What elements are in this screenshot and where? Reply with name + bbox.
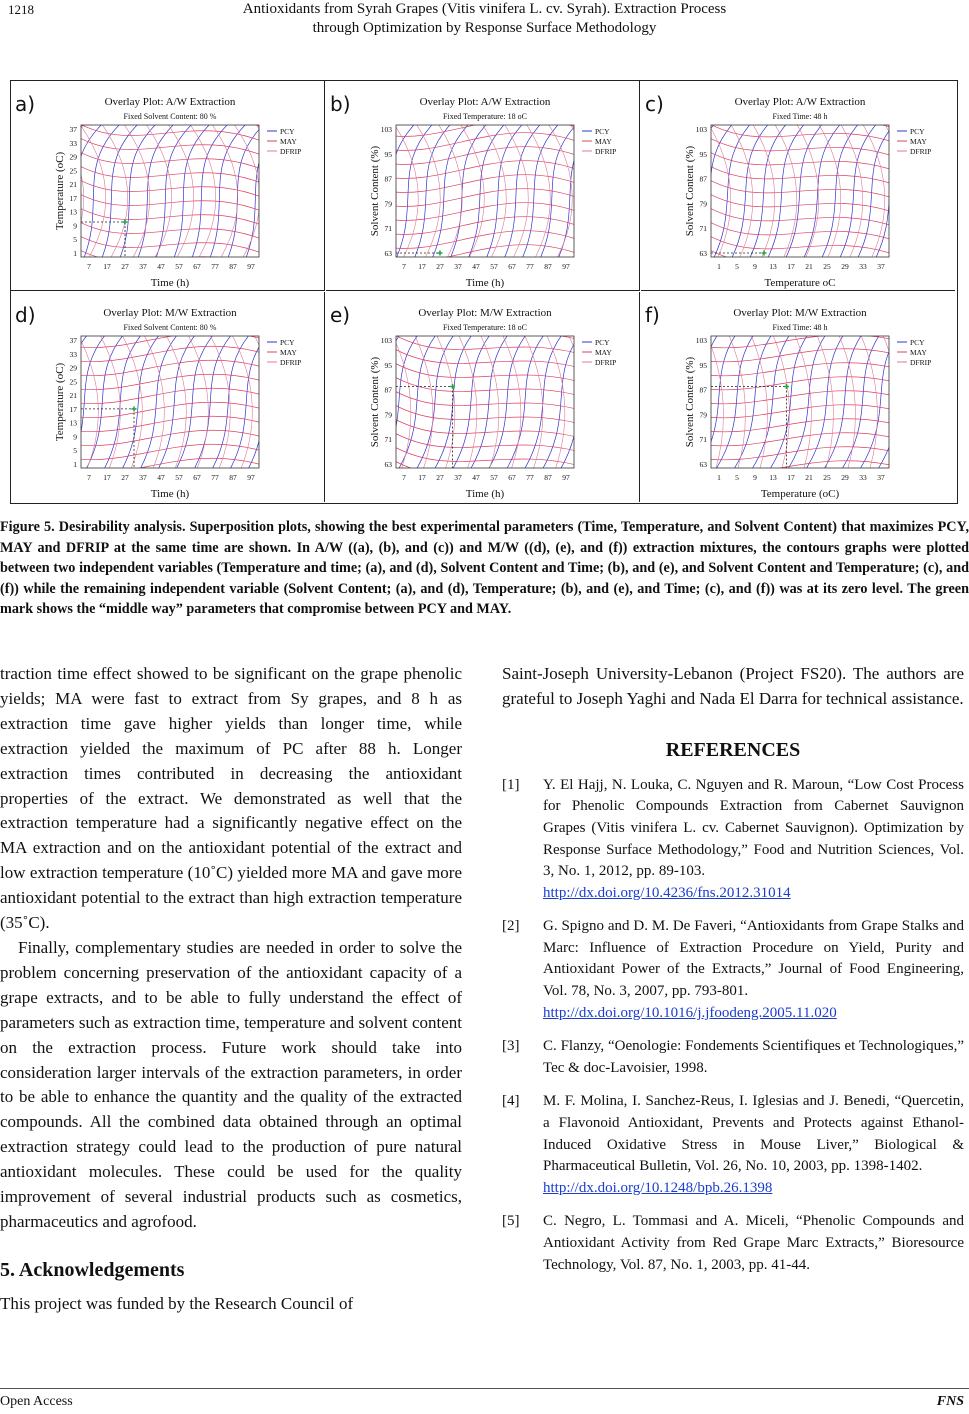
may-contour (71, 346, 269, 361)
pcy-contour (356, 115, 406, 267)
y-tick-label: 33 (69, 138, 77, 148)
may-contour (71, 458, 269, 473)
x-tick-label: 21 (805, 473, 813, 482)
pcy-contour (709, 115, 759, 267)
x-tick-label: 77 (211, 473, 219, 482)
x-tick-label: 37 (877, 473, 885, 482)
y-tick-label: 87 (384, 385, 392, 395)
may-contour (386, 231, 584, 249)
legend-label: DFRIP (910, 147, 932, 156)
footer-open-access: Open Access (0, 1394, 73, 1409)
plot-subtitle: Fixed Solvent Content: 80 % (123, 323, 217, 332)
may-contour (701, 391, 899, 404)
pcy-contour (411, 326, 461, 478)
may-contour (701, 335, 899, 348)
y-tick-label: 71 (384, 224, 392, 234)
x-tick-label: 87 (544, 262, 552, 271)
panel-label: e) (330, 303, 351, 327)
reference-number: [5] (502, 1213, 520, 1230)
legend-label: MAY (595, 137, 612, 146)
may-contour (701, 245, 899, 270)
y-tick-label: 1 (73, 249, 77, 258)
y-tick-label: 87 (384, 174, 392, 184)
x-tick-label: 67 (508, 473, 516, 482)
dfrip-contour (564, 115, 594, 267)
figure-panel (641, 81, 955, 291)
footer-journal: FNS (936, 1394, 964, 1409)
x-tick-label: 87 (544, 473, 552, 482)
reference-number: [1] (502, 776, 520, 793)
pcy-contour (799, 115, 849, 267)
x-axis-label: Time (h) (150, 488, 190, 500)
y-tick-label: 9 (73, 221, 77, 231)
dfrip-contour (879, 115, 907, 267)
dfrip-contour (249, 115, 282, 267)
y-tick-label: 79 (699, 410, 707, 420)
x-tick-label: 57 (175, 262, 183, 271)
contour-plot (11, 292, 325, 502)
legend-label: DFRIP (595, 147, 617, 156)
legend-label: MAY (280, 348, 297, 357)
x-tick-label: 17 (418, 262, 426, 271)
x-tick-label: 67 (508, 262, 516, 271)
x-tick-label: 29 (841, 262, 849, 271)
y-tick-label: 71 (384, 435, 392, 445)
legend-label: DFRIP (280, 358, 302, 367)
pcy-contour (188, 115, 238, 267)
y-tick-label: 37 (69, 336, 77, 345)
may-contour (71, 133, 269, 158)
y-tick-label: 103 (695, 125, 707, 134)
y-tick-label: 87 (699, 174, 707, 184)
x-tick-label: 57 (490, 473, 498, 482)
x-tick-label: 87 (229, 262, 237, 271)
x-tick-label: 47 (472, 262, 480, 271)
legend-label: PCY (595, 338, 610, 347)
x-tick-label: 77 (211, 262, 219, 271)
may-contour (701, 447, 899, 460)
reference-number: [3] (502, 1038, 520, 1055)
x-tick-label: 33 (859, 262, 867, 271)
optimum-mark (762, 251, 767, 256)
y-tick-label: 63 (699, 460, 707, 469)
y-tick-label: 63 (384, 249, 392, 258)
may-contour (71, 402, 269, 417)
figure-panel (326, 292, 640, 502)
may-contour (386, 175, 584, 193)
may-contour (386, 372, 584, 397)
y-tick-label: 25 (69, 166, 77, 176)
dfrip-contour (703, 326, 723, 478)
x-tick-label: 7 (87, 262, 91, 271)
y-tick-label: 21 (69, 180, 77, 190)
x-axis-label: Time (h) (465, 488, 505, 500)
x-tick-label: 13 (769, 262, 777, 271)
pcy-contour (225, 326, 275, 478)
may-contour (701, 419, 899, 432)
legend-label: PCY (910, 338, 925, 347)
may-contour (386, 217, 584, 235)
dfrip-contour (227, 115, 260, 267)
legend-label: PCY (280, 338, 295, 347)
y-axis-label: Temperature (oC) (54, 362, 66, 442)
x-tick-label: 5 (735, 473, 739, 482)
y-tick-label: 29 (69, 152, 77, 162)
legend-label: DFRIP (280, 147, 302, 156)
reference-item (502, 775, 964, 905)
y-tick-label: 95 (384, 149, 392, 159)
x-tick-label: 25 (823, 473, 831, 482)
pcy-contour (483, 326, 533, 478)
y-tick-label: 87 (699, 385, 707, 395)
plot-title: Overlay Plot: A/W Extraction (734, 96, 866, 108)
dfrip-contour (227, 326, 252, 478)
right-column (502, 662, 964, 1288)
dfrip-contour (183, 326, 208, 478)
legend-label: MAY (595, 348, 612, 357)
reference-text: M. F. Molina, I. Sanchez-Reus, I. Iglesias and J. Benedi, “Quercetin, a Flavonoid Antioxidant, Prevents and Protects against Ethanol-Induced Oxidative Stress in Mouse Liver,” Biological & Pharmaceutical Bulletin, Vol. 26, No. 10, 2003, pp. 1398-1402. (543, 1093, 964, 1175)
may-contour (71, 231, 269, 256)
may-contour (386, 442, 584, 467)
may-contour (701, 405, 899, 418)
y-tick-label: 13 (69, 418, 77, 428)
dfrip-contour (139, 326, 164, 478)
legend-label: PCY (910, 127, 925, 136)
y-tick-label: 9 (73, 432, 77, 442)
body-paragraph: Finally, complementary studies are needed in order to solve the problem concerning preservation of the antioxidant capacity of a grape extracts, and to be able to fully understand the effect of parameters such as extraction time, temperature and solvent content on the extraction process. Future work should take into consideration larger intervals of the extraction parameters, in order to be able to enhance the quantity and the quality of the extracted compounds. All the combined data obtained through an optimal extraction strategy could lead to the production of pure natural antioxidant molecules. These could be used for the quality improvement of several industrial products such as cosmetics, pharmaceutics and agrofood. (0, 937, 462, 1231)
running-header-line1: Antioxidants from Syrah Grapes (Vitis vinifera L. cv. Syrah). Extraction Process (242, 1, 727, 17)
x-tick-label: 7 (402, 262, 406, 271)
may-contour (386, 456, 584, 481)
may-contour (386, 245, 584, 263)
body-paragraph: Saint-Joseph University-Lebanon (Project FS20). The authors are grateful to Joseph Yaghi and Nada El Darra for technical assistance. (502, 664, 964, 708)
y-tick-label: 79 (699, 199, 707, 209)
x-tick-label: 57 (490, 262, 498, 271)
plot-subtitle: Fixed Temperature: 18 oC (443, 112, 527, 121)
x-tick-label: 97 (562, 473, 570, 482)
x-tick-label: 87 (229, 473, 237, 482)
figure-panel (11, 292, 325, 502)
body-paragraph: This project was funded by the Research Council of (0, 1293, 354, 1313)
legend-label: DFRIP (910, 358, 932, 367)
plot-subtitle: Fixed Solvent Content: 80 % (123, 112, 217, 121)
figure-panel (326, 81, 640, 291)
pcy-contour (224, 115, 274, 267)
x-tick-label: 47 (157, 262, 165, 271)
y-axis-label: Solvent Content (%) (369, 145, 381, 237)
pcy-contour (727, 115, 777, 267)
y-tick-label: 95 (699, 149, 707, 159)
x-axis-label: Time (h) (465, 277, 505, 289)
figure-panel (641, 292, 955, 502)
pcy-contour (392, 115, 442, 267)
x-tick-label: 27 (121, 473, 129, 482)
panel-label: d) (15, 303, 36, 327)
x-tick-label: 9 (753, 262, 757, 271)
y-tick-label: 71 (699, 224, 707, 234)
optimum-mark (438, 251, 443, 256)
reference-item (502, 1211, 964, 1276)
x-tick-label: 77 (526, 473, 534, 482)
reference-link[interactable]: http://dx.doi.org/10.4236/fns.2012.31014 (543, 884, 791, 901)
dfrip-contour (813, 115, 841, 267)
plot-title: Overlay Plot: M/W Extraction (733, 307, 867, 319)
x-tick-label: 37 (139, 473, 147, 482)
y-tick-label: 1 (73, 460, 77, 469)
legend-label: PCY (280, 127, 295, 136)
footer-rule (0, 1388, 969, 1389)
pcy-contour (537, 326, 587, 478)
y-tick-label: 33 (69, 349, 77, 359)
x-tick-label: 37 (454, 262, 462, 271)
y-tick-label: 13 (69, 207, 77, 217)
x-tick-label: 67 (193, 262, 201, 271)
running-header (0, 0, 969, 38)
x-tick-label: 17 (418, 473, 426, 482)
x-tick-label: 33 (859, 473, 867, 482)
reference-link[interactable]: http://dx.doi.org/10.1248/bpb.26.1398 (543, 1179, 773, 1196)
x-tick-label: 7 (402, 473, 406, 482)
contour-plot (641, 81, 955, 291)
y-axis-label: Solvent Content (%) (684, 356, 696, 448)
contour-plot (11, 81, 325, 291)
may-contour (701, 461, 899, 474)
left-column (0, 662, 462, 1317)
reference-link[interactable]: http://dx.doi.org/10.1016/j.jfoodeng.2005.11.020 (543, 1004, 837, 1021)
x-tick-label: 37 (877, 262, 885, 271)
y-tick-label: 5 (73, 235, 77, 245)
y-tick-label: 25 (69, 377, 77, 387)
y-axis-label: Solvent Content (%) (684, 145, 696, 237)
panel-label: b) (330, 92, 351, 116)
reference-text: C. Flanzy, “Oenologie: Fondements Scientifiques et Technologiques,” Tec & doc-Lavoisier, 1998. (543, 1038, 964, 1076)
dfrip-contour (703, 115, 731, 267)
dfrip-contour (388, 326, 411, 478)
x-tick-label: 47 (472, 473, 480, 482)
y-tick-label: 21 (69, 391, 77, 401)
figure-5 (10, 80, 958, 504)
pcy-contour (536, 115, 586, 267)
plot-title: Overlay Plot: A/W Extraction (104, 96, 236, 108)
contour-plot (326, 292, 640, 502)
may-contour (71, 472, 269, 487)
may-contour (701, 475, 899, 488)
may-contour (386, 358, 584, 383)
x-tick-label: 57 (175, 473, 183, 482)
pcy-contour (357, 326, 407, 478)
pcy-contour (153, 326, 203, 478)
plot-title: Overlay Plot: M/W Extraction (103, 307, 237, 319)
panel-label: c) (645, 92, 664, 116)
plot-subtitle: Fixed Time: 48 h (772, 323, 828, 332)
y-tick-label: 71 (699, 435, 707, 445)
x-axis-label: Temperature oC (764, 277, 836, 289)
y-axis-label: Temperature (oC) (54, 151, 66, 231)
pcy-contour (410, 115, 460, 267)
plot-subtitle: Fixed Temperature: 18 oC (443, 323, 527, 332)
x-tick-label: 37 (139, 262, 147, 271)
x-tick-label: 17 (787, 473, 795, 482)
y-axis-label: Solvent Content (%) (369, 356, 381, 448)
dfrip-contour (249, 326, 274, 478)
reference-list (502, 775, 964, 1276)
contour-plot (326, 81, 640, 291)
reference-number: [2] (502, 918, 520, 935)
pcy-contour (674, 326, 724, 478)
figure-panel (11, 81, 325, 291)
dfrip-contour (747, 115, 775, 267)
figure-caption: Figure 5. Desirability analysis. Superposition plots, showing the best experimental parameters (Time, Temperature, and Solvent Content) that maximizes PCY, MAY and DFRIP at the same time are shown. In A/W ((a), (b), and (c)) and M/W ((d), (e), and (f)) extraction mixtures, the contours graphs were plotted between two independent variables (Temperature and time; (a), and (d), Solvent Content and Time; (b), and (e), and Solvent Content and Temperature; (c), and (f)) while the remaining independent variable (Solvent Content; (a), and (d), Temperature; (b), and (e), and Time; (c), and (f)) was at its zero level. The green mark shows the “middle way” parameters that compromise between PCY and MAY. (0, 519, 969, 617)
y-tick-label: 95 (384, 360, 392, 370)
reference-number: [4] (502, 1093, 520, 1110)
reference-item (502, 1091, 964, 1199)
y-tick-label: 79 (384, 410, 392, 420)
x-tick-label: 77 (526, 262, 534, 271)
x-tick-label: 17 (103, 473, 111, 482)
y-tick-label: 29 (69, 363, 77, 373)
may-contour (71, 245, 269, 270)
pcy-contour (393, 326, 443, 478)
legend-label: MAY (910, 137, 927, 146)
pcy-contour (81, 326, 131, 478)
running-header-line2: through Optimization by Response Surface Methodology (312, 20, 657, 36)
pcy-contour (206, 115, 256, 267)
optimum-mark (784, 384, 789, 389)
dfrip-contour (542, 115, 572, 267)
y-tick-label: 103 (380, 125, 392, 134)
may-contour (386, 133, 584, 151)
x-tick-label: 47 (157, 473, 165, 482)
may-contour (699, 360, 899, 376)
may-contour (386, 414, 584, 439)
dfrip-contour (388, 115, 418, 267)
y-tick-label: 95 (699, 360, 707, 370)
y-tick-label: 17 (69, 193, 77, 203)
pcy-contour (375, 326, 425, 478)
x-tick-label: 13 (769, 473, 777, 482)
y-tick-label: 103 (695, 336, 707, 345)
section-heading: 5. Acknowledgements (0, 1258, 185, 1281)
legend-label: MAY (280, 137, 297, 146)
references-heading: REFERENCES (665, 738, 801, 761)
pcy-contour (519, 326, 569, 478)
dfrip-contour (813, 326, 833, 478)
may-contour (386, 189, 584, 207)
plot-title: Overlay Plot: A/W Extraction (419, 96, 551, 108)
x-tick-label: 97 (562, 262, 570, 271)
x-tick-label: 5 (735, 262, 739, 271)
legend-label: PCY (595, 127, 610, 136)
x-tick-label: 21 (805, 262, 813, 271)
reference-text: G. Spigno and D. M. De Faveri, “Antioxidants from Grape Stalks and Marc: Influence of Extraction Procedure on Yield, Purity and Antioxidant Power of the Extracts,” Journal of Food Engineering, Vol. 78, No. 3, 2007, pp. 793-801. (543, 918, 964, 1000)
may-contour (386, 386, 584, 411)
pcy-contour (673, 115, 723, 267)
x-tick-label: 17 (787, 262, 795, 271)
legend-label: DFRIP (595, 358, 617, 367)
x-tick-label: 25 (823, 262, 831, 271)
dfrip-contour (205, 115, 238, 267)
y-tick-label: 37 (69, 125, 77, 134)
may-contour (386, 259, 584, 277)
may-contour (71, 388, 269, 403)
y-tick-label: 17 (69, 404, 77, 414)
x-tick-label: 27 (121, 262, 129, 271)
y-tick-label: 103 (380, 336, 392, 345)
pcy-contour (518, 115, 568, 267)
x-tick-label: 9 (753, 473, 757, 482)
may-contour (701, 147, 899, 172)
reference-item (502, 916, 964, 1024)
contour-plot (641, 292, 955, 502)
dfrip-contour (183, 115, 216, 267)
x-tick-label: 27 (436, 473, 444, 482)
pcy-contour (692, 326, 742, 478)
pcy-contour (854, 326, 904, 478)
may-contour (701, 231, 899, 256)
plot-title: Overlay Plot: M/W Extraction (418, 307, 552, 319)
pcy-contour (500, 115, 550, 267)
x-tick-label: 29 (841, 473, 849, 482)
x-tick-label: 67 (193, 473, 201, 482)
reference-text: C. Negro, L. Tommasi and A. Miceli, “Phenolic Compounds and Antioxidant Activity from Red Grape Marc Extracts,” Bioresource Technology, Vol. 87, No. 1, 2003, pp. 41-44. (543, 1213, 964, 1273)
x-tick-label: 37 (454, 473, 462, 482)
y-tick-label: 63 (699, 249, 707, 258)
x-axis-label: Temperature (oC) (760, 488, 840, 500)
x-tick-label: 1 (717, 262, 721, 271)
body-paragraph: traction time effect showed to be significant on the grape phenolic yields; MA were fast to extract from Sy grapes, and 8 h as extraction time gave higher yields than longer time, while extraction yielded the maximum of PC after 88 h. Longer extraction times contributed in decreasing the antioxidant properties of the extract. We demonstrated as well that the extraction temperature had a significantly negative effect on the MA extraction and on the antioxidant potential of the extract and low extraction temperature (10˚C) yielded more MA and gave more antioxidant potential to the extract than high extraction temperature (35˚C). (0, 664, 462, 933)
panel-label: a) (15, 92, 36, 116)
panel-label: f) (645, 303, 660, 327)
may-contour (71, 374, 269, 389)
may-contour (701, 377, 899, 390)
y-tick-label: 63 (384, 460, 392, 469)
may-contour (701, 119, 899, 144)
plot-subtitle: Fixed Time: 48 h (772, 112, 828, 121)
x-tick-label: 27 (436, 262, 444, 271)
may-contour (71, 189, 269, 214)
y-tick-label: 79 (384, 199, 392, 209)
legend-label: MAY (910, 348, 927, 357)
reference-item (502, 1036, 964, 1079)
pcy-contour (135, 326, 185, 478)
x-tick-label: 7 (87, 473, 91, 482)
x-tick-label: 97 (247, 262, 255, 271)
reference-text: Y. El Hajj, N. Louka, C. Nguyen and R. Maroun, “Low Cost Process for Phenolic Compounds Extraction from Cabernet Sauvignon Grapes (Vitis vinifera L. cv. Cabernet Sauvignon). Optimization by Response Surface Methodology,” Food and Nutrition Sciences, Vol. 3, No. 1, 2012, pp. 89-103. (543, 776, 964, 880)
optimum-mark (123, 220, 128, 225)
may-contour (71, 360, 269, 375)
x-tick-label: 17 (103, 262, 111, 271)
dfrip-contour (498, 115, 528, 267)
pcy-contour (374, 115, 424, 267)
x-tick-label: 97 (247, 473, 255, 482)
may-contour (386, 203, 584, 221)
y-tick-label: 5 (73, 446, 77, 456)
pcy-contour (482, 115, 532, 267)
x-tick-label: 1 (717, 473, 721, 482)
x-axis-label: Time (h) (150, 277, 190, 289)
pcy-contour (464, 115, 514, 267)
page-number: 1218 (8, 2, 34, 17)
optimum-mark (132, 406, 137, 411)
